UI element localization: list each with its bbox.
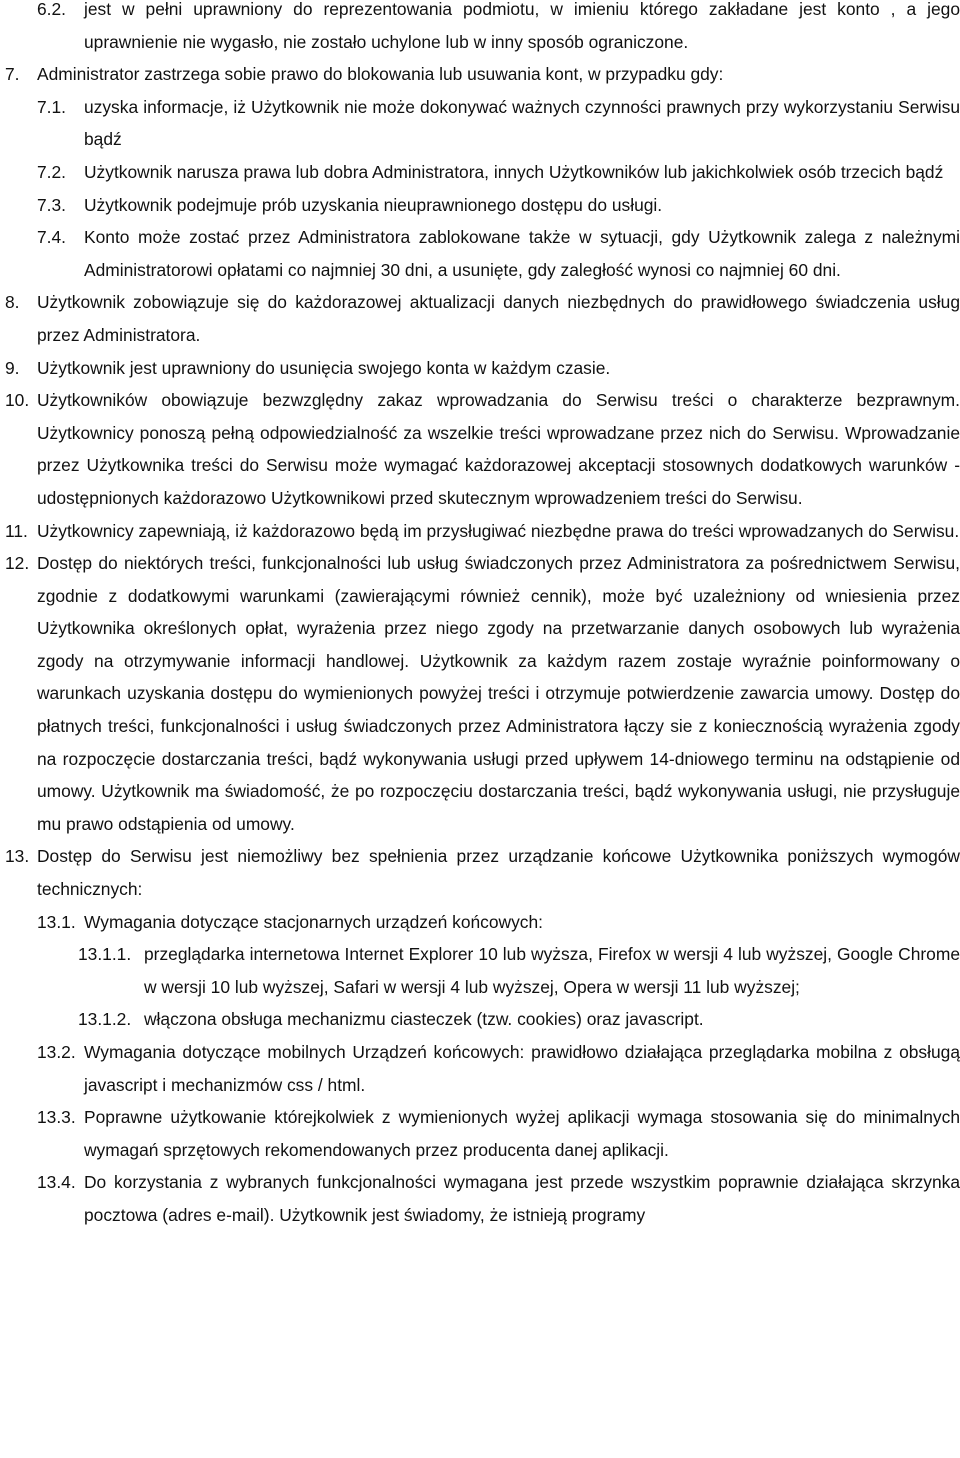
clause-number: 6.2. [37, 0, 67, 19]
clause-text: Użytkownik narusza prawa lub dobra Administratora, innych Użytkowników lub jakichkolwiek osób trzecich bądź [84, 161, 944, 182]
clause-number: 13.1. [37, 911, 76, 932]
clause-text: Użytkownik jest uprawniony do usunięcia swojego konta w każdym czasie. [37, 357, 611, 378]
clause-number: 7.1. [37, 96, 67, 117]
clause-13-4 [0, 1166, 960, 1231]
clause-text: Administrator zastrzega sobie prawo do blokowania lub usuwania kont, w przypadku gdy: [37, 64, 724, 85]
clause-13-1 [0, 906, 960, 939]
clause-text: Użytkownik podejmuje prób uzyskania nieuprawnionego dostępu do usługi. [84, 194, 663, 215]
clause-number: 7.3. [37, 194, 67, 215]
clause-7-1 [0, 91, 960, 156]
clause-11 [0, 515, 960, 548]
clause-number: 13.2. [37, 1042, 76, 1062]
clause-text: Wymagania dotyczące mobilnych Urządzeń końcowych: prawidłowo działająca przeglądarka mobilna z obsługą javascript i mechanizmów css / html. [84, 1042, 960, 1095]
clause-number: 13.3. [37, 1107, 76, 1128]
clause-10 [0, 384, 960, 514]
clause-text: Do korzystania z wybranych funkcjonalności wymagana jest przede wszystkim poprawnie działająca skrzynka pocztowa (adres e-mail). Użytkownik jest świadomy, że istnieją programy [84, 1172, 960, 1225]
clause-text: włączona obsługa mechanizmu ciasteczek (tzw. cookies) oraz javascript. [144, 1009, 704, 1030]
clause-text: Wymagania dotyczące stacjonarnych urządzeń końcowych: [84, 911, 543, 932]
clause-text: Poprawne użytkowanie którejkolwiek z wymienionych wyżej aplikacji wymaga stosowania się do minimalnych wymagań sprzętowych rekomendowanych przez producenta danej aplikacji. [84, 1107, 960, 1160]
clause-7 [0, 58, 960, 91]
clause-number: 13.1.2. [78, 1009, 132, 1030]
clause-number: 7.2. [37, 161, 67, 182]
clause-number: 13. [5, 846, 30, 867]
clause-number: 8. [5, 292, 20, 313]
clause-9 [0, 352, 960, 385]
clause-number: 12. [5, 553, 30, 574]
clause-text: przeglądarka internetowa Internet Explorer 10 lub wyższa, Firefox w wersji 4 lub wyższej, Google Chrome w wersji 10 lub wyższej, Safari w wersji 4 lub wyższej, Opera w wersji 11 lub wyższej; [144, 944, 960, 997]
clause-13-1-2 [0, 1003, 960, 1036]
clause-number: 7. [5, 64, 20, 85]
clause-7-3 [0, 189, 960, 222]
clause-text: Dostęp do niektórych treści, funkcjonalności lub usług świadczonych przez Administratora za pośrednictwem Serwisu, zgodnie z dodatkowymi warunkami (zawierającymi również cennik), może być uzależniony od wniesienia przez Użytkownika określonych opłat, wyrażenia przez niego zgody na przetwarzanie danych osobowych lub wyrażenia zgody na otrzymywanie informacji handlowej. Użytkownik za każdym razem zostaje wyraźnie poinformowany o warunkach uzyskania dostępu do wymienionych powyżej treści i otrzymuje potwierdzenie zawarcia umowy. Dostęp do płatnych treści, funkcjonalności i usług świadczonych przez Administratora łączy sie z koniecznością wyrażenia zgody na rozpoczęcie dostarczania treści, bądź wykonywania usługi przed upływem 14-dniowego terminu na odstąpienie od umowy. Użytkownik ma świadomość, że po rozpoczęciu dostarczania treści, bądź wykonywania usługi, nie przysługuje mu prawo odstąpienia od umowy. [37, 553, 960, 834]
clause-text: Użytkownicy zapewniają, iż każdorazowo będą im przysługiwać niezbędne prawa do treści wprowadzanych do Serwisu. [37, 520, 960, 541]
clause-13 [0, 840, 960, 905]
clause-13-1-1 [0, 938, 960, 1003]
clause-13-3 [0, 1101, 960, 1166]
clause-number: 11. [5, 520, 28, 541]
clause-6-2 [0, 0, 960, 58]
clause-12 [0, 547, 960, 840]
clause-text: jest w pełni uprawniony do reprezentowania podmiotu, w imieniu którego zakładane jest konto , a jego uprawnienie nie wygasło, nie zostało uchylone lub w inny sposób ograniczone. [84, 0, 960, 52]
clause-number: 13.1.1. [78, 944, 132, 965]
clause-text: Konto może zostać przez Administratora zablokowane także w sytuacji, gdy Użytkownik zalega z należnymi Administratorowi opłatami co najmniej 30 dni, a usunięte, gdy zaległość wynosi co najmniej 60 dni. [84, 227, 960, 280]
clause-13-2 [0, 1036, 960, 1101]
clause-text: Dostęp do Serwisu jest niemożliwy bez spełnienia przez urządzanie końcowe Użytkownika poniższych wymogów technicznych: [37, 846, 960, 900]
clause-number: 9. [5, 357, 20, 378]
clause-7-4 [0, 221, 960, 286]
clause-text: Użytkownik zobowiązuje się do każdorazowej aktualizacji danych niezbędnych do prawidłowego świadczenia usług przez Administratora. [37, 292, 960, 345]
clause-number: 7.4. [37, 227, 67, 248]
clause-number: 13.4. [37, 1172, 76, 1193]
clause-8 [0, 286, 960, 351]
clause-7-2 [0, 156, 960, 189]
clause-text: Użytkowników obowiązuje bezwzględny zakaz wprowadzania do Serwisu treści o charakterze bezprawnym. Użytkownicy ponoszą pełną odpowiedzialność za wszelkie treści wprowadzane przez nich do Serwisu. Wprowadzanie przez Użytkownika treści do Serwisu może wymagać każdorazowej akceptacji stosownych dodatkowych warunków - udostępnionych każdorazowo Użytkownikowi przed skutecznym wprowadzeniem treści do Serwisu. [37, 390, 960, 508]
clause-text: uzyska informacje, iż Użytkownik nie może dokonywać ważnych czynności prawnych przy wykorzystaniu Serwisu bądź [84, 96, 960, 150]
clause-number: 10. [5, 390, 30, 411]
